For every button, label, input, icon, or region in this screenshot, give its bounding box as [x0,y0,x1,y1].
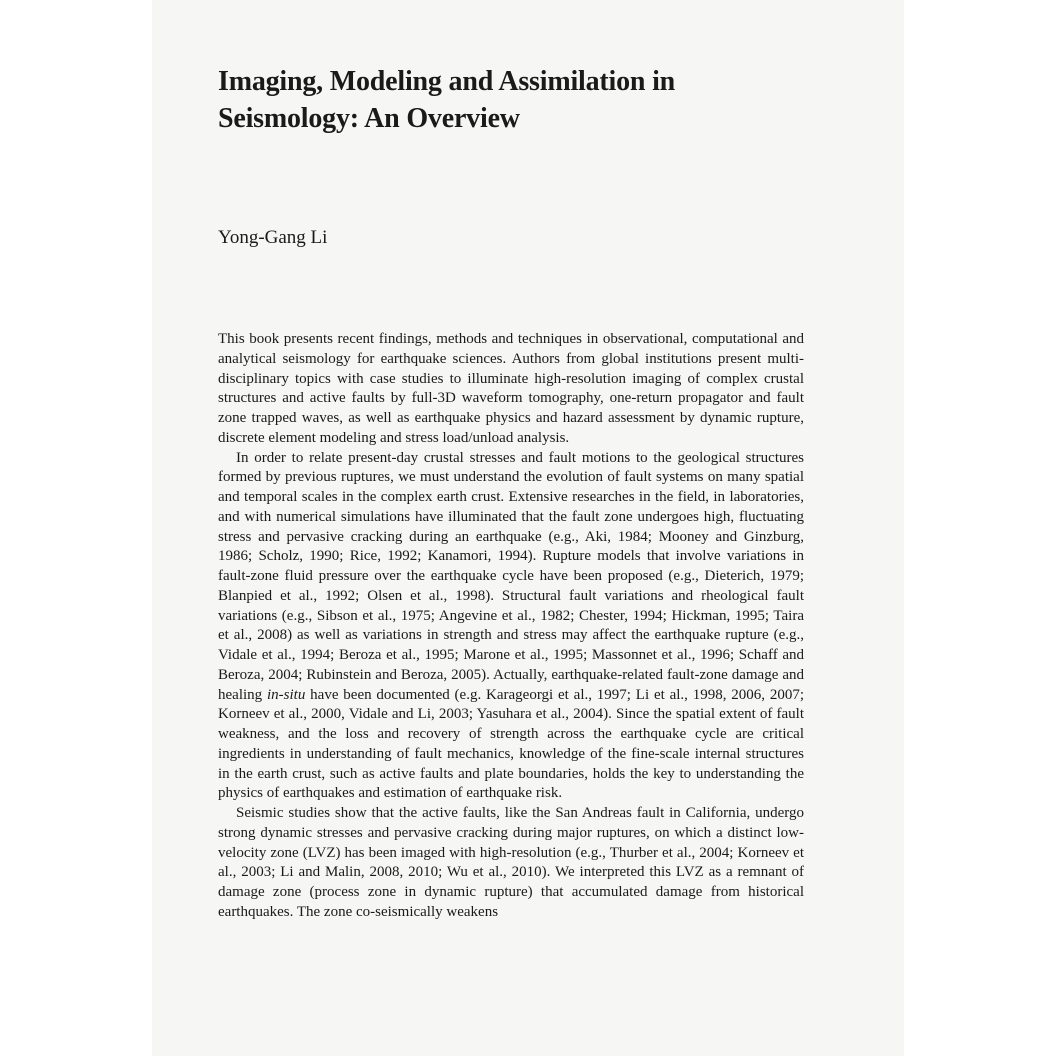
paragraph-2-italic: in-situ [266,686,306,703]
chapter-body [218,330,804,923]
paragraph-1: This book presents recent findings, methods and techniques in observational, computational and analytical seismology for earthquake sciences. Authors from global institutions present multi-disciplinary topics with case studies to illuminate high-resolution imaging of complex crustal structures and active faults by full-3D waveform tomography, one-return propagator and fault zone trapped waves, as well as earthquake physics and hazard assessment by dynamic rupture, discrete element modeling and stress load/unload analysis. [218,331,804,446]
paragraph-2-text-a: In order to relate present-day crustal stresses and fault motions to the geological structures formed by previous ruptures, we must understand the evolution of fault systems on many spatial and temporal scales in the complex earth crust. Extensive researches in the field, in laboratories, and with numerical simulations have illuminated that the fault zone undergoes high, fluctuating stress and pervasive cracking during an earthquake (e.g., Aki, 1984; Mooney and Ginzburg, 1986; Scholz, 1990; Rice, 1992; Kanamori, 1994). Rupture models that involve variations in fault-zone fluid pressure over the earthquake cycle have been proposed (e.g., Dieterich, 1979; Blanpied et al., 1992; Olsen et al., 1998). Structural fault variations and rheological fault variations (e.g., Sibson et al., 1975; Angevine et al., 1982; Chester, 1994; Hickman, 1995; Taira et al., 2008) as well as variations in strength and stress may affect the earthquake rupture (e.g., Vidale et al., 1994; Beroza et al., 1995; Marone et al., 1995; Massonnet et al., 1996; Schaff and Beroza, 2004; Rubinstein and Beroza, 2005). Actually, earthquake-related fault-zone damage and healing [218,449,804,703]
paragraph-2-text-b: have been documented (e.g. Karageorgi et al., 1997; Li et al., 1998, 2006, 2007; Korneev et al., 2000, Vidale and Li, 2003; Yasuhara et al., 2004). Since the spatial extent of fault weakness, and the loss and recovery of strength across the earthquake cycle are critical ingredients in understanding of fault mechanics, knowledge of the fine-scale internal structures in the earth crust, such as active faults and plate boundaries, holds the key to understanding the physics of earthquakes and estimation of earthquake risk. [218,686,805,802]
author-name: Yong-Gang Li [218,227,328,248]
chapter-title: Imaging, Modeling and Assimilation in Seismology: An Overview [218,66,676,134]
book-page [152,0,904,1056]
paragraph-3: Seismic studies show that the active faults, like the San Andreas fault in California, undergo strong dynamic stresses and pervasive cracking during major ruptures, on which a distinct low-velocity zone (LVZ) has been imaged with high-resolution (e.g., Thurber et al., 2004; Korneev et al., 2003; Li and Malin, 2008, 2010; Wu et al., 2010). We interpreted this LVZ as a remnant of damage zone (process zone in dynamic rupture) that accumulated damage from historical earthquakes. The zone co-seismically weakens [218,805,804,920]
paragraph-2 [218,449,804,805]
